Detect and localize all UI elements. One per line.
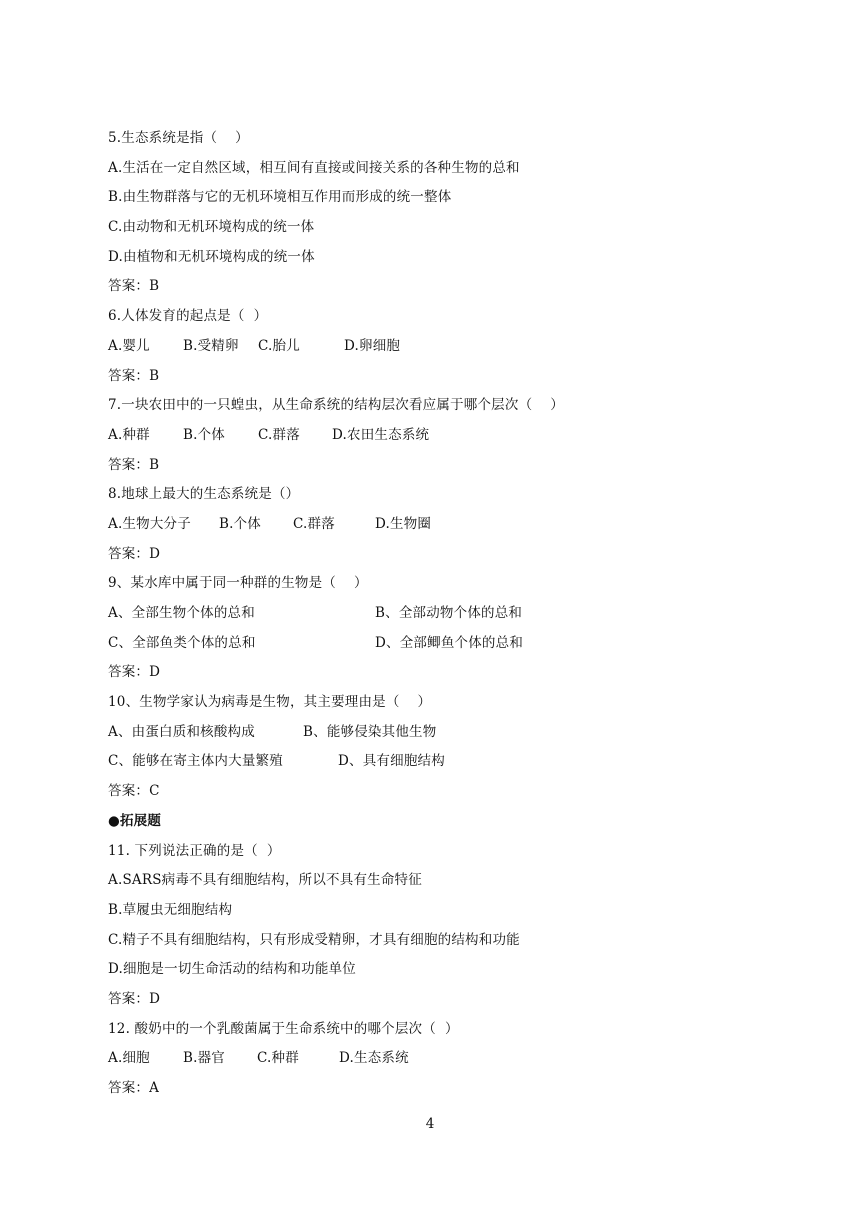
question-8-stem: 8.地球上最大的生态系统是（） bbox=[108, 486, 300, 503]
page-number: 4 bbox=[425, 1116, 435, 1132]
question-5-option-d: D.由植物和无机环境构成的统一体 bbox=[108, 248, 315, 265]
question-9-option-b: B、全部动物个体的总和 bbox=[375, 605, 523, 621]
question-12-option-c: C.种群 bbox=[257, 1050, 299, 1067]
question-7-stem: 7.一块农田中的一只蝗虫，从生命系统的结构层次看应属于哪个层次（ ） bbox=[108, 397, 564, 414]
question-9-option-c: C、全部鱼类个体的总和 bbox=[108, 634, 256, 651]
question-6-option-c: C.胎儿 bbox=[258, 337, 300, 354]
question-9-option-a: A、全部生物个体的总和 bbox=[108, 605, 255, 621]
question-7-option-c: C.群落 bbox=[258, 426, 300, 443]
question-5-stem: 5.生态系统是指（ ） bbox=[108, 130, 249, 146]
question-8-option-d: D.生物圈 bbox=[375, 515, 432, 532]
question-12-options bbox=[108, 1044, 758, 1074]
question-8-option-a: A.生物大分子 bbox=[108, 515, 191, 532]
question-5-option-c: C.由动物和无机环境构成的统一体 bbox=[108, 219, 315, 236]
question-9-options-row-2 bbox=[108, 629, 758, 659]
question-6-option-d: D.卵细胞 bbox=[344, 337, 401, 354]
question-12-answer: 答案：A bbox=[108, 1080, 160, 1096]
question-12-option-a: A.细胞 bbox=[108, 1050, 150, 1067]
question-9-stem: 9、某水库中属于同一种群的生物是（ ） bbox=[108, 575, 368, 592]
question-11-option-a: A.SARS病毒不具有细胞结构，所以不具有生命特征 bbox=[108, 872, 422, 889]
question-5-answer: 答案：B bbox=[108, 278, 160, 295]
question-10-option-c: C、能够在寄主体内大量繁殖 bbox=[108, 753, 283, 770]
question-10-answer: 答案：C bbox=[108, 783, 160, 800]
question-10-options-row-2 bbox=[108, 747, 758, 777]
question-8-option-b: B.个体 bbox=[219, 515, 262, 532]
question-6-answer: 答案：B bbox=[108, 367, 160, 384]
question-8-answer: 答案：D bbox=[108, 545, 161, 562]
question-10-options-row-1 bbox=[108, 718, 758, 748]
question-11-option-b: B.草履虫无细胞结构 bbox=[108, 901, 233, 918]
question-10-stem: 10、生物学家认为病毒是生物，其主要理由是（ ） bbox=[108, 694, 432, 711]
question-10-option-b: B、能够侵染其他生物 bbox=[303, 723, 437, 740]
question-12-option-b: B.器官 bbox=[183, 1050, 226, 1067]
question-5-option-b: B.由生物群落与它的无机环境相互作用而形成的统一整体 bbox=[108, 189, 452, 206]
question-8-options bbox=[108, 510, 758, 540]
question-6-stem: 6.人体发育的起点是（ ） bbox=[108, 308, 268, 325]
question-7-answer: 答案：B bbox=[108, 456, 160, 473]
question-6-option-b: B.受精卵 bbox=[183, 337, 239, 354]
question-11-option-d: D.细胞是一切生命活动的结构和功能单位 bbox=[108, 961, 356, 978]
question-11-stem: 11. 下列说法正确的是（ ） bbox=[108, 842, 281, 859]
question-12-option-d: D.生态系统 bbox=[339, 1050, 409, 1067]
question-7-option-b: B.个体 bbox=[183, 426, 226, 443]
section-title-extension: ●拓展题 bbox=[108, 812, 162, 829]
question-5-option-a: A.生活在一定自然区域，相互间有直接或间接关系的各种生物的总和 bbox=[108, 159, 520, 176]
question-7-option-d: D.农田生态系统 bbox=[332, 426, 430, 443]
question-7-options bbox=[108, 421, 758, 451]
question-8-option-c: C.群落 bbox=[293, 515, 335, 532]
page-content bbox=[108, 124, 758, 1104]
question-10-option-d: D、具有细胞结构 bbox=[338, 753, 445, 770]
question-11-answer: 答案：D bbox=[108, 990, 161, 1007]
question-9-options-row-1 bbox=[108, 599, 758, 629]
question-9-answer: 答案：D bbox=[108, 664, 161, 681]
question-9-option-d: D、全部鲫鱼个体的总和 bbox=[375, 634, 524, 651]
question-10-option-a: A、由蛋白质和核酸构成 bbox=[108, 723, 255, 740]
question-11-option-c: C.精子不具有细胞结构，只有形成受精卵，才具有细胞的结构和功能 bbox=[108, 931, 520, 948]
question-7-option-a: A.种群 bbox=[108, 426, 150, 443]
question-6-options bbox=[108, 332, 758, 362]
question-12-stem: 12. 酸奶中的一个乳酸菌属于生命系统中的哪个层次（ ） bbox=[108, 1020, 459, 1037]
question-6-option-a: A.婴儿 bbox=[108, 337, 150, 354]
